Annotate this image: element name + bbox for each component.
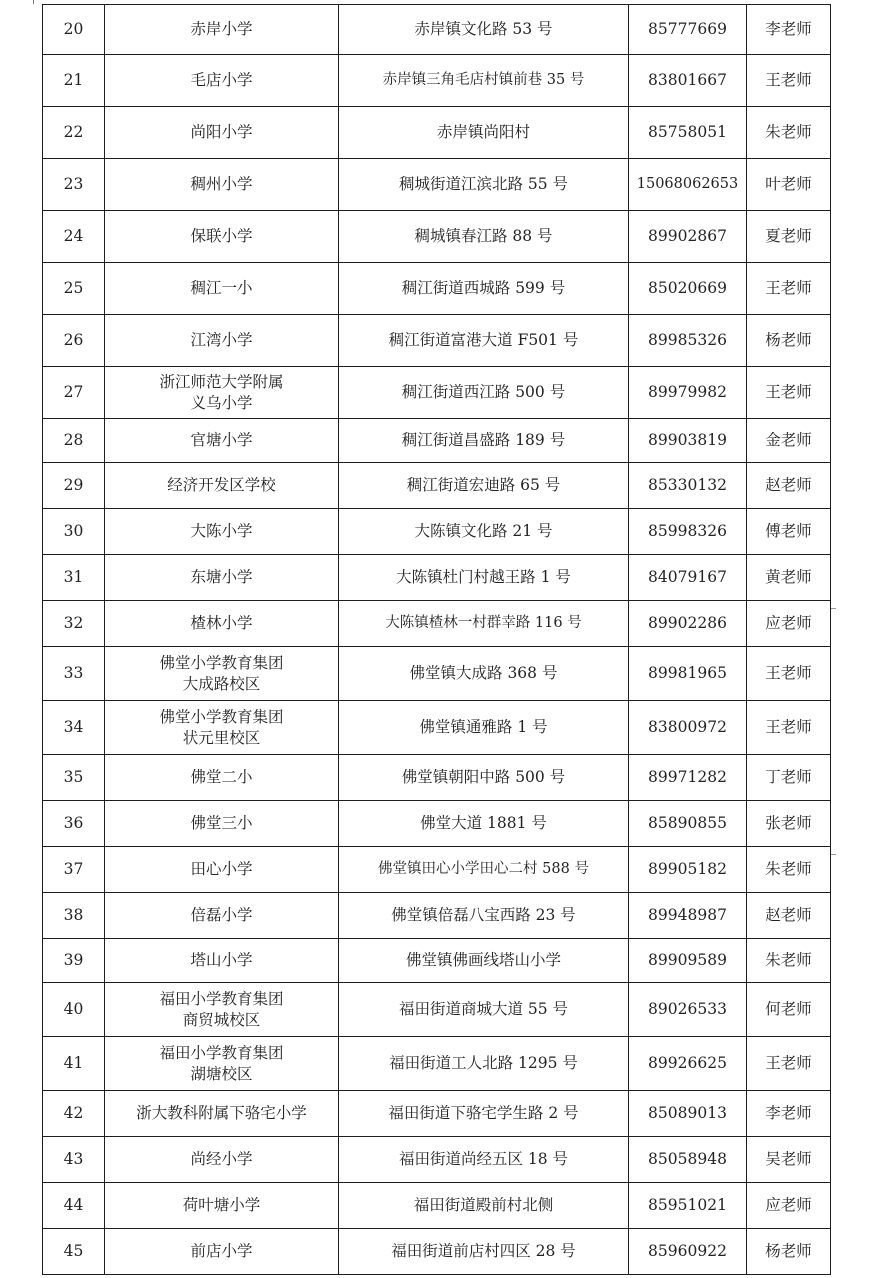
contact-person: 黄老师 — [747, 555, 831, 601]
table-body — [43, 5, 831, 1275]
contact-person: 王老师 — [747, 1037, 831, 1091]
phone-number: 89971282 — [629, 755, 747, 801]
row-number: 34 — [43, 701, 105, 755]
school-name — [105, 1137, 339, 1183]
table-row — [43, 419, 831, 463]
contact-person: 朱老师 — [747, 939, 831, 983]
school-name — [105, 555, 339, 601]
school-name-line: 浙大教科附属下骆宅小学 — [136, 1104, 307, 1122]
school-name-line: 佛堂二小 — [190, 768, 253, 786]
school-name — [105, 159, 339, 211]
table-row — [43, 601, 831, 647]
school-address: 稠江街道宏迪路 65 号 — [339, 463, 629, 509]
school-address: 稠江街道富港大道 F501 号 — [339, 315, 629, 367]
school-name-line: 赤岸小学 — [190, 20, 253, 38]
school-name-line: 福田小学教育集团 — [159, 989, 284, 1008]
school-name — [105, 509, 339, 555]
school-address: 福田街道工人北路 1295 号 — [339, 1037, 629, 1091]
school-name-line: 尚经小学 — [190, 1150, 253, 1168]
table-row — [43, 509, 831, 555]
table-row — [43, 463, 831, 509]
row-number: 25 — [43, 263, 105, 315]
school-name — [105, 55, 339, 107]
contact-person: 王老师 — [747, 701, 831, 755]
phone-number: 85960922 — [629, 1229, 747, 1275]
contact-person: 吴老师 — [747, 1137, 831, 1183]
school-name — [105, 601, 339, 647]
table-row — [43, 211, 831, 263]
school-name — [105, 315, 339, 367]
phone-number: 89985326 — [629, 315, 747, 367]
school-address: 稠江街道西城路 599 号 — [339, 263, 629, 315]
school-name — [105, 647, 339, 701]
margin-mark — [831, 854, 836, 855]
school-name — [105, 701, 339, 755]
row-number: 41 — [43, 1037, 105, 1091]
school-name — [105, 419, 339, 463]
table-row — [43, 159, 831, 211]
school-name-line: 佛堂三小 — [190, 814, 253, 832]
row-number: 45 — [43, 1229, 105, 1275]
school-address: 佛堂镇大成路 368 号 — [339, 647, 629, 701]
school-address: 大陈镇文化路 21 号 — [339, 509, 629, 555]
contact-person: 丁老师 — [747, 755, 831, 801]
contact-person: 张老师 — [747, 801, 831, 847]
school-address: 福田街道殿前村北侧 — [339, 1183, 629, 1229]
school-name-line: 荷叶塘小学 — [182, 1196, 261, 1214]
school-address: 佛堂镇倍磊八宝西路 23 号 — [339, 893, 629, 939]
contact-person: 应老师 — [747, 1183, 831, 1229]
school-name-line: 商贸城校区 — [182, 1010, 261, 1029]
contact-person: 夏老师 — [747, 211, 831, 263]
school-name — [105, 1229, 339, 1275]
school-name — [105, 893, 339, 939]
table-row — [43, 107, 831, 159]
school-name-line: 尚阳小学 — [190, 123, 253, 141]
table-row — [43, 983, 831, 1037]
table-row — [43, 755, 831, 801]
contact-person: 叶老师 — [747, 159, 831, 211]
school-address: 赤岸镇文化路 53 号 — [339, 5, 629, 55]
contact-person: 应老师 — [747, 601, 831, 647]
phone-number: 89979982 — [629, 367, 747, 419]
row-number: 21 — [43, 55, 105, 107]
row-number: 28 — [43, 419, 105, 463]
contact-person: 李老师 — [747, 5, 831, 55]
contact-person: 李老师 — [747, 1091, 831, 1137]
row-number: 37 — [43, 847, 105, 893]
school-address: 福田街道前店村四区 28 号 — [339, 1229, 629, 1275]
school-name-line: 保联小学 — [190, 227, 253, 245]
table-row — [43, 1183, 831, 1229]
corner-tick — [33, 0, 34, 4]
row-number: 43 — [43, 1137, 105, 1183]
school-name — [105, 263, 339, 315]
row-number: 38 — [43, 893, 105, 939]
phone-number: 15068062653 — [629, 159, 747, 211]
phone-number: 85998326 — [629, 509, 747, 555]
school-name-line: 楂林小学 — [190, 614, 253, 632]
row-number: 20 — [43, 5, 105, 55]
table-row — [43, 315, 831, 367]
school-address: 福田街道下骆宅学生路 2 号 — [339, 1091, 629, 1137]
school-address: 大陈镇杜门村越王路 1 号 — [339, 555, 629, 601]
phone-number: 89905182 — [629, 847, 747, 893]
table-row — [43, 367, 831, 419]
school-name-line: 经济开发区学校 — [167, 476, 276, 494]
school-name-line: 田心小学 — [190, 860, 253, 878]
contact-person: 傅老师 — [747, 509, 831, 555]
table-row — [43, 1091, 831, 1137]
school-contact-table — [42, 4, 831, 1275]
row-number: 23 — [43, 159, 105, 211]
phone-number: 89981965 — [629, 647, 747, 701]
row-number: 32 — [43, 601, 105, 647]
school-address: 稠江街道西江路 500 号 — [339, 367, 629, 419]
school-name-line: 东塘小学 — [190, 568, 253, 586]
table-row — [43, 647, 831, 701]
table-row — [43, 5, 831, 55]
table-row — [43, 1137, 831, 1183]
phone-number: 85089013 — [629, 1091, 747, 1137]
school-name — [105, 5, 339, 55]
phone-number: 89903819 — [629, 419, 747, 463]
school-name — [105, 1183, 339, 1229]
phone-number: 83801667 — [629, 55, 747, 107]
school-name — [105, 847, 339, 893]
row-number: 31 — [43, 555, 105, 601]
school-name-line: 毛店小学 — [190, 71, 253, 89]
school-name-line: 江湾小学 — [190, 331, 253, 349]
school-name-line: 官塘小学 — [190, 431, 253, 449]
school-name — [105, 463, 339, 509]
table-row — [43, 1037, 831, 1091]
table-row — [43, 847, 831, 893]
table-row — [43, 555, 831, 601]
table-row — [43, 701, 831, 755]
school-address: 佛堂镇朝阳中路 500 号 — [339, 755, 629, 801]
phone-number: 89026533 — [629, 983, 747, 1037]
school-name-line: 稠江一小 — [190, 279, 253, 297]
phone-number: 85777669 — [629, 5, 747, 55]
table-row — [43, 893, 831, 939]
phone-number: 89902286 — [629, 601, 747, 647]
contact-person: 赵老师 — [747, 893, 831, 939]
school-name — [105, 1037, 339, 1091]
contact-person: 王老师 — [747, 367, 831, 419]
contact-person: 杨老师 — [747, 1229, 831, 1275]
school-name-line: 大成路校区 — [182, 674, 261, 693]
table-row — [43, 939, 831, 983]
row-number: 26 — [43, 315, 105, 367]
contact-person: 王老师 — [747, 263, 831, 315]
school-name — [105, 801, 339, 847]
school-name-line: 佛堂小学教育集团 — [159, 707, 284, 726]
school-address: 大陈镇楂林一村群幸路 116 号 — [339, 601, 629, 647]
school-address: 佛堂大道 1881 号 — [339, 801, 629, 847]
phone-number: 85330132 — [629, 463, 747, 509]
school-name — [105, 983, 339, 1037]
row-number: 39 — [43, 939, 105, 983]
row-number: 24 — [43, 211, 105, 263]
contact-person: 王老师 — [747, 647, 831, 701]
row-number: 29 — [43, 463, 105, 509]
contact-person: 何老师 — [747, 983, 831, 1037]
school-name — [105, 211, 339, 263]
school-name — [105, 1091, 339, 1137]
school-name — [105, 367, 339, 419]
school-address: 佛堂镇佛画线塔山小学 — [339, 939, 629, 983]
school-name-line: 浙江师范大学附属 — [159, 372, 284, 391]
phone-number: 84079167 — [629, 555, 747, 601]
school-address: 佛堂镇田心小学田心二村 588 号 — [339, 847, 629, 893]
row-number: 42 — [43, 1091, 105, 1137]
phone-number: 85058948 — [629, 1137, 747, 1183]
row-number: 40 — [43, 983, 105, 1037]
row-number: 35 — [43, 755, 105, 801]
school-name — [105, 755, 339, 801]
school-address: 赤岸镇尚阳村 — [339, 107, 629, 159]
school-address: 佛堂镇通雅路 1 号 — [339, 701, 629, 755]
school-name-line: 状元里校区 — [182, 728, 261, 747]
school-address: 稠城镇春江路 88 号 — [339, 211, 629, 263]
row-number: 30 — [43, 509, 105, 555]
phone-number: 89902867 — [629, 211, 747, 263]
school-name-line: 前店小学 — [190, 1242, 253, 1260]
phone-number: 83800972 — [629, 701, 747, 755]
phone-number: 89909589 — [629, 939, 747, 983]
school-name-line: 佛堂小学教育集团 — [159, 653, 284, 672]
school-address: 稠江街道昌盛路 189 号 — [339, 419, 629, 463]
table-row — [43, 263, 831, 315]
contact-person: 王老师 — [747, 55, 831, 107]
table-row — [43, 55, 831, 107]
school-name-line: 大陈小学 — [190, 522, 253, 540]
contact-person: 金老师 — [747, 419, 831, 463]
phone-number: 89948987 — [629, 893, 747, 939]
table-row — [43, 801, 831, 847]
contact-person: 杨老师 — [747, 315, 831, 367]
school-address: 福田街道商城大道 55 号 — [339, 983, 629, 1037]
school-name — [105, 939, 339, 983]
contact-person: 赵老师 — [747, 463, 831, 509]
phone-number: 85020669 — [629, 263, 747, 315]
row-number: 33 — [43, 647, 105, 701]
row-number: 44 — [43, 1183, 105, 1229]
school-name-line: 义乌小学 — [190, 393, 253, 412]
school-name-line: 稠州小学 — [190, 175, 253, 193]
phone-number: 85890855 — [629, 801, 747, 847]
school-name-line: 塔山小学 — [190, 951, 253, 969]
row-number: 22 — [43, 107, 105, 159]
contact-person: 朱老师 — [747, 107, 831, 159]
row-number: 27 — [43, 367, 105, 419]
phone-number: 89926625 — [629, 1037, 747, 1091]
row-number: 36 — [43, 801, 105, 847]
school-name-line: 福田小学教育集团 — [159, 1043, 284, 1062]
school-address: 稠城街道江滨北路 55 号 — [339, 159, 629, 211]
school-name — [105, 107, 339, 159]
school-address: 赤岸镇三角毛店村镇前巷 35 号 — [339, 55, 629, 107]
phone-number: 85951021 — [629, 1183, 747, 1229]
phone-number: 85758051 — [629, 107, 747, 159]
school-name-line: 湖塘校区 — [190, 1064, 253, 1083]
school-name-line: 倍磊小学 — [190, 906, 253, 924]
margin-mark — [831, 608, 836, 609]
table-row — [43, 1229, 831, 1275]
contact-person: 朱老师 — [747, 847, 831, 893]
school-address: 福田街道尚经五区 18 号 — [339, 1137, 629, 1183]
